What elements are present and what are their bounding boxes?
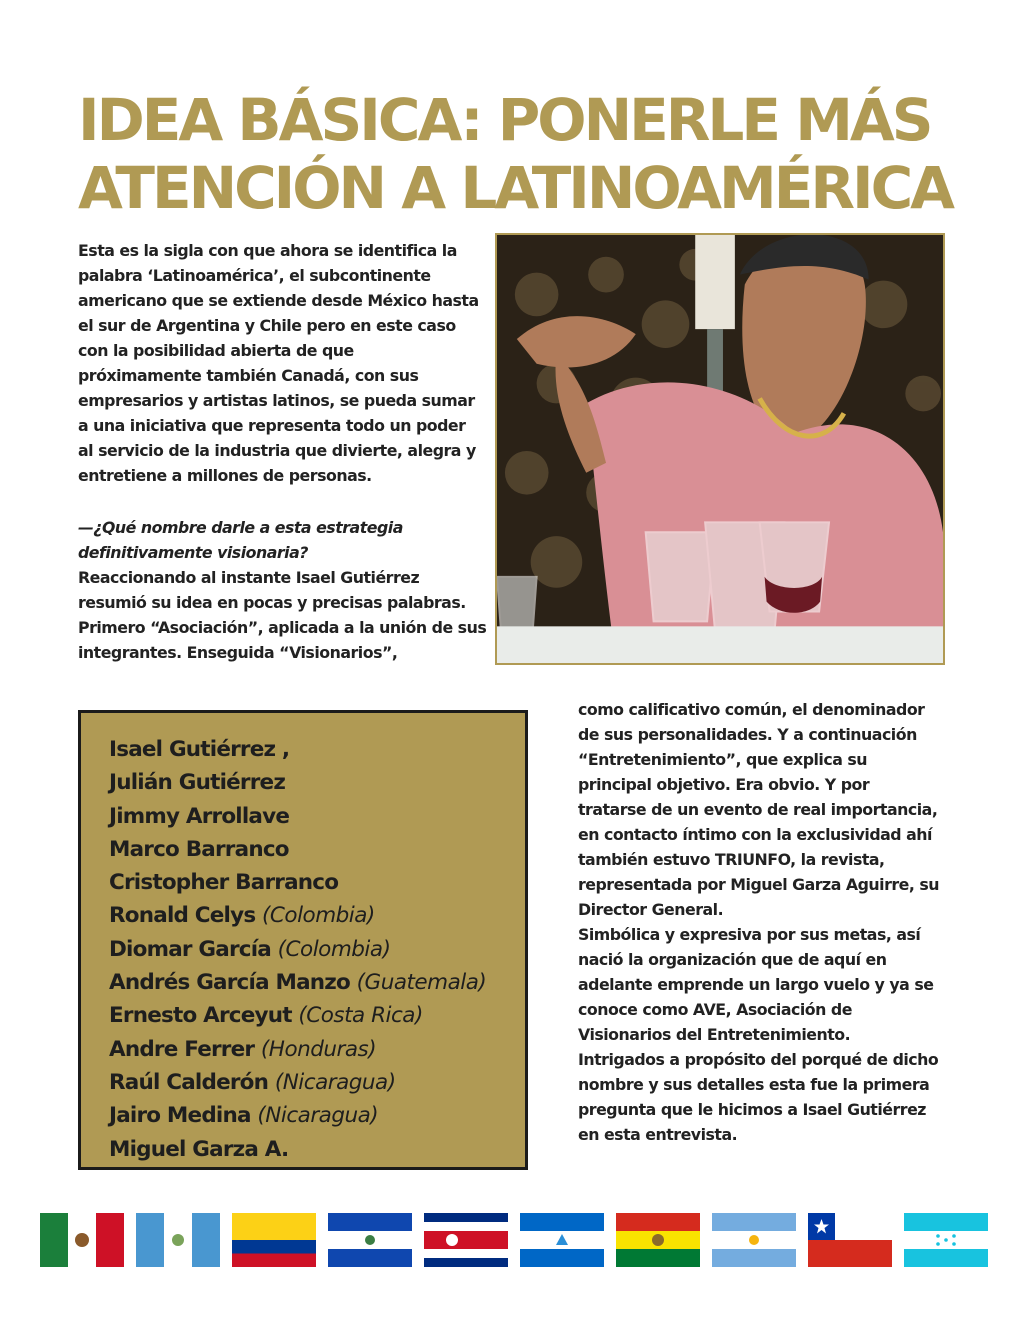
member-name: Ernesto Arceyut [109, 1003, 292, 1029]
member-item [109, 1099, 525, 1132]
member-item [109, 1133, 525, 1166]
el-salvador-flag [328, 1213, 412, 1267]
member-item [109, 866, 525, 899]
member-name: Ronald Celys [109, 903, 256, 929]
intro-paragraph: Esta es la sigla con que ahora se identifica la palabra ‘Latinoamérica’, el subcontinente americano que se extiende desde México hasta el sur de Argentina y Chile pero en este caso con la posibilidad abierta de que próximamente también Canadá, con sus empresarios y artistas latinos, se pueda sumar a una iniciativa que representa todo un poder al servicio de la industria que divierte, alegra y entretiene a millones de personas. [78, 241, 479, 485]
nicaragua-flag [520, 1213, 604, 1267]
members-box [78, 710, 528, 1170]
headline-line-1: IDEA BÁSICA: PONERLE MÁS [78, 86, 931, 154]
member-name: Isael Gutiérrez , [109, 737, 290, 762]
bolivia-flag [616, 1213, 700, 1267]
member-item [109, 1033, 525, 1066]
interview-photo [495, 233, 945, 665]
member-item [109, 1066, 525, 1099]
right-column-text [578, 697, 940, 1147]
member-item [109, 833, 525, 866]
photo-illustration [497, 235, 943, 663]
costa-rica-flag [424, 1213, 508, 1267]
member-name: Cristopher Barranco [109, 870, 339, 896]
members-list [81, 713, 525, 1166]
member-item [109, 999, 525, 1032]
member-name: Andre Ferrer [109, 1036, 255, 1062]
interview-question: —¿Qué nombre darle a esta estrategia definitivamente visionaria? [78, 518, 403, 562]
answer-paragraph-part-3: Simbólica y expresiva por sus metas, así nació la organización que de aquí en adelante emprende un largo vuelo y ya se conoce como AVE, Asociación de Visionarios del Entretenimiento. Intrigados a propósito del porqué de dicho nombre y sus detalles esta fue la primera pregunta que le hicimos a Isael Gutiérrez en esta entrevista. [578, 925, 939, 1144]
member-item [109, 899, 525, 932]
headline [78, 86, 978, 222]
member-item [109, 733, 525, 766]
member-country: (Costa Rica) [298, 1003, 423, 1029]
member-name: Miguel Garza A. [109, 1136, 289, 1162]
member-country: (Honduras) [260, 1036, 377, 1062]
member-country: (Nicaragua) [274, 1069, 396, 1095]
member-name: Diomar García [109, 936, 271, 962]
member-name: Jimmy Arrollave [109, 803, 290, 829]
member-name: Andrés García Manzo [109, 970, 350, 996]
member-country: (Guatemala) [356, 970, 487, 996]
mexico-flag [40, 1213, 124, 1267]
member-item [109, 966, 525, 999]
member-name: Jairo Medina [109, 1103, 251, 1129]
member-country: (Nicaragua) [257, 1103, 379, 1129]
flags-strip [40, 1213, 988, 1267]
honduras-flag [904, 1213, 988, 1267]
guatemala-flag [136, 1213, 220, 1267]
argentina-flag [712, 1213, 796, 1267]
member-country: (Colombia) [277, 936, 391, 962]
chile-flag [808, 1213, 892, 1267]
member-item [109, 766, 525, 799]
member-name: Julián Gutiérrez [109, 770, 286, 796]
member-item [109, 800, 525, 833]
colombia-flag [232, 1213, 316, 1267]
member-country: (Colombia) [262, 903, 375, 929]
answer-paragraph-part-1: Reaccionando al instante Isael Gutiérrez resumió su idea en pocas y precisas palabras. Primero “Asociación”, aplicada a la unión de sus integrantes. Enseguida “Visionarios”, [78, 568, 487, 662]
member-item [109, 933, 525, 966]
member-name: Marco Barranco [109, 836, 289, 862]
member-name: Raúl Calderón [109, 1069, 269, 1095]
answer-paragraph-part-2: como calificativo común, el denominador de sus personalidades. Y a continuación “Entretenimiento”, que explica su principal objetivo. Era obvio. Y por tratarse de un evento de real importancia, en contacto íntimo con la exclusividad ahí también estuvo TRIUNFO, la revista, representada por Miguel Garza Aguirre, su Director General. [578, 700, 940, 919]
headline-line-2: ATENCIÓN A LATINOAMÉRICA [78, 154, 953, 222]
